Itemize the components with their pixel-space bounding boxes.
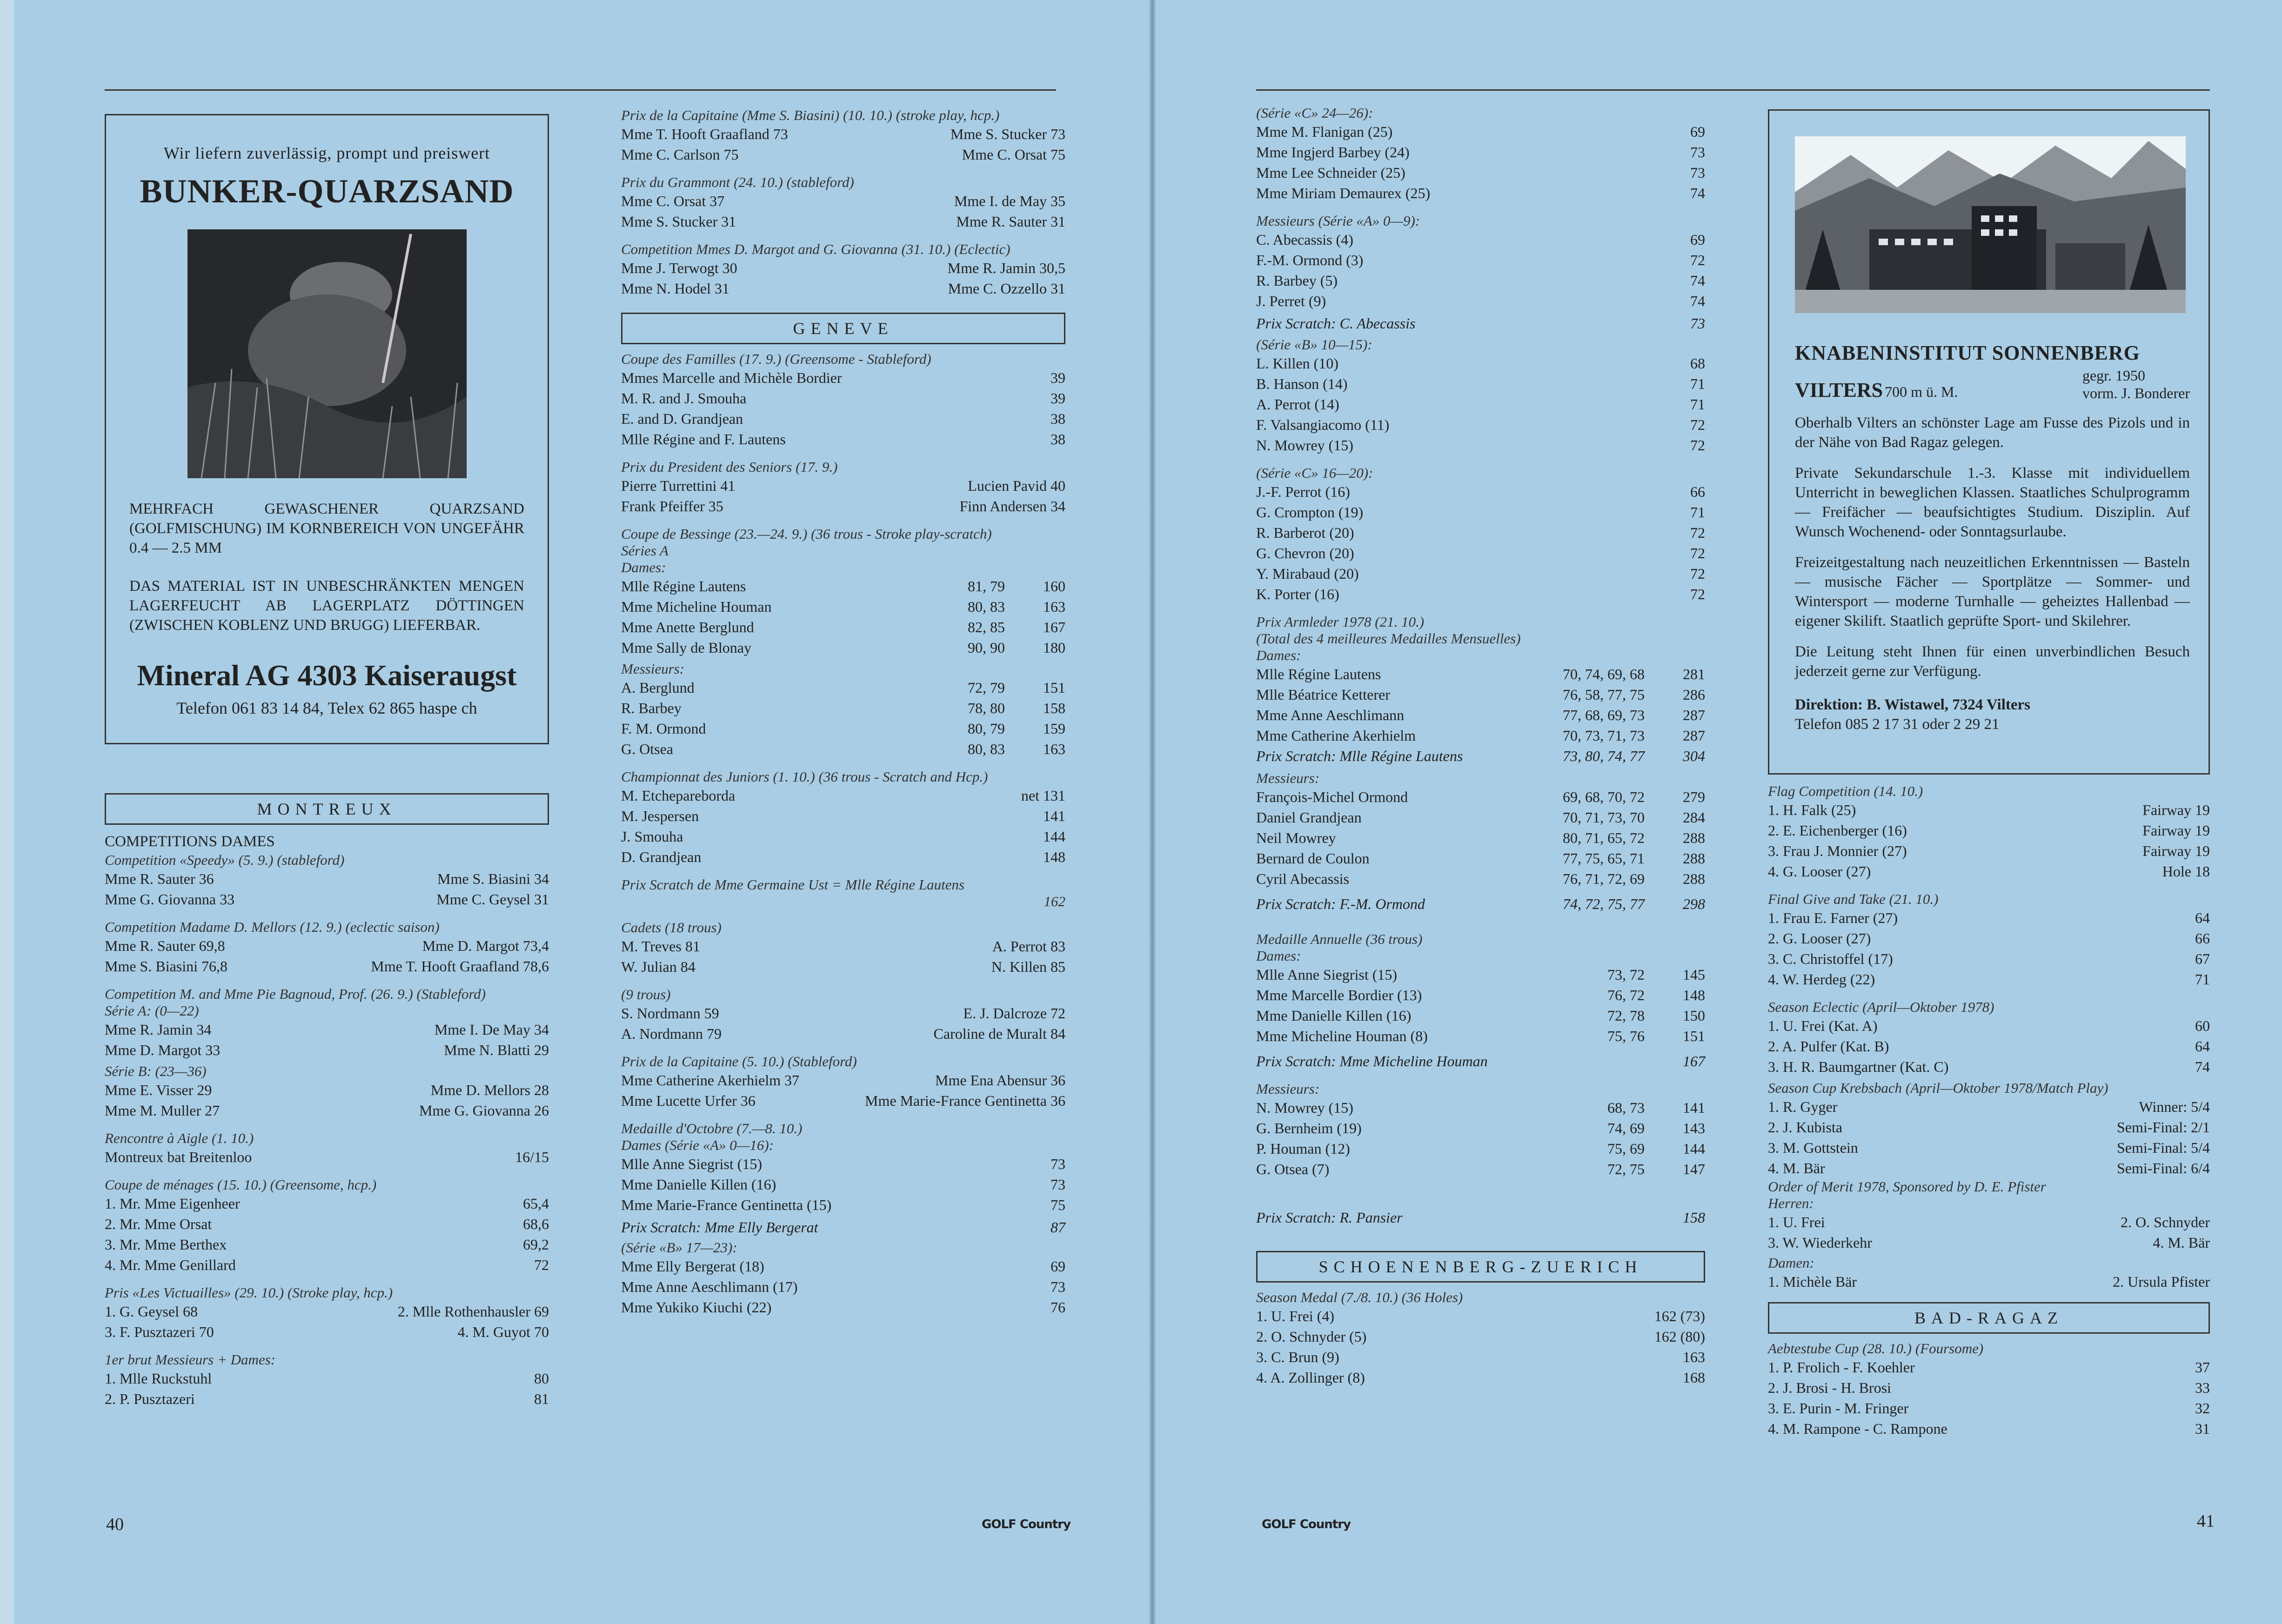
president-heading: Prix du President des Seniors (17. 9.) <box>621 459 838 475</box>
result-row: Cyril Abecassis 76, 71, 72, 69 288 <box>1256 870 1705 887</box>
result-row: Mme Elly Bergerat (18) 69 <box>621 1258 1065 1275</box>
series-a-label: Séries A <box>621 542 669 559</box>
result-row: 1. Mlle Ruckstuhl 80 <box>105 1370 549 1387</box>
armleder-dames-scratch: Prix Scratch: Mlle Régine Lautens 73, 80, 74, 77 304 <box>1256 748 1705 764</box>
result-row: Mme Miriam Demaurex (25) 74 <box>1256 185 1705 201</box>
mellors-heading: Competition Madame D. Mellors (12. 9.) (eclectic saison) <box>105 919 440 935</box>
result-row: Mme N. Hodel 31 Mme C. Ozzello 31 <box>621 280 1065 297</box>
result-row: Mlle Anne Siegrist (15) 73 <box>621 1156 1065 1172</box>
result-row: G. Bernheim (19) 74, 69 143 <box>1256 1120 1705 1136</box>
ad-headline: BUNKER-QUARZSAND <box>140 173 514 210</box>
armleder-messieurs-label: Messieurs: <box>1256 770 1320 786</box>
capitaine-heading: Prix de la Capitaine (Mme S. Biasini) (10. 10.) (stroke play, hcp.) <box>621 107 1000 123</box>
result-row: 4. Mr. Mme Genillard 72 <box>105 1256 549 1273</box>
school-founded: gegr. 1950 <box>2082 367 2146 384</box>
result-row: G. Chevron (20) 72 <box>1256 545 1705 561</box>
result-row: Mme M. Muller 27 Mme G. Giovanna 26 <box>105 1102 549 1119</box>
result-row: Mme S. Biasini 76,8 Mme T. Hooft Graafland 78,6 <box>105 958 549 975</box>
result-row: Y. Mirabaud (20) 72 <box>1256 565 1705 582</box>
result-row: Pierre Turrettini 41 Lucien Pavid 40 <box>621 477 1065 494</box>
result-row: 2. Mr. Mme Orsat 68,6 <box>105 1216 549 1232</box>
result-row: Mlle Béatrice Ketterer 76, 58, 77, 75 286 <box>1256 686 1705 703</box>
result-row: 1. U. Frei (Kat. A) 60 <box>1768 1017 2210 1034</box>
result-row: Bernard de Coulon 77, 75, 65, 71 288 <box>1256 850 1705 867</box>
bagnoud-heading: Competition M. and Mme Pie Bagnoud, Prof. (26. 9.) (Stableford) <box>105 986 486 1002</box>
result-row: Mme R. Sauter 69,8 Mme D. Margot 73,4 <box>105 937 549 954</box>
result-row: 2. G. Looser (27) 66 <box>1768 930 2210 947</box>
result-row: Mme Catherine Akerhielm 37 Mme Ena Abensur 36 <box>621 1072 1065 1089</box>
margot-heading: Competition Mmes D. Margot and G. Giovanna (31. 10.) (Eclectic) <box>621 241 1011 257</box>
result-row: 4. W. Herdeg (22) 71 <box>1768 971 2210 988</box>
golfer-illustration <box>187 229 467 478</box>
result-row: Mme G. Giovanna 33 Mme C. Geysel 31 <box>105 891 549 908</box>
result-row: Mme Danielle Killen (16) 73 <box>621 1176 1065 1193</box>
result-row: N. Mowrey (15) 68, 73 141 <box>1256 1099 1705 1116</box>
bunker-ad <box>105 114 549 744</box>
result-row: P. Houman (12) 75, 69 144 <box>1256 1140 1705 1157</box>
ust-heading: Prix Scratch de Mme Germaine Ust = Mlle Régine Lautens <box>621 876 965 893</box>
grammont-heading: Prix du Grammont (24. 10.) (stableford) <box>621 174 854 190</box>
annuelle-messieurs-label: Messieurs: <box>1256 1081 1320 1097</box>
result-row: A. Perrot (14) 71 <box>1256 396 1705 413</box>
result-row: F. Valsangiacomo (11) 72 <box>1256 416 1705 433</box>
result-row: W. Julian 84 N. Killen 85 <box>621 958 1065 975</box>
ragaz-header: BAD-RAGAZ <box>1768 1302 2210 1334</box>
result-row: N. Mowrey (15) 72 <box>1256 437 1705 454</box>
result-row: Mme J. Terwogt 30 Mme R. Jamin 30,5 <box>621 260 1065 276</box>
cadets-heading: Cadets (18 trous) <box>621 919 722 936</box>
octobre-serie-a: Dames (Série «A» 0—16): <box>621 1137 774 1153</box>
result-row: 3. H. R. Baumgartner (Kat. C) 74 <box>1768 1058 2210 1075</box>
right-column-1 <box>1256 105 1705 1388</box>
ad-contact: Telefon 061 83 14 84, Telex 62 865 haspe ch <box>176 699 477 717</box>
brut-heading: 1er brut Messieurs + Dames: <box>105 1351 276 1368</box>
ad-paragraph-2: DAS MATERIAL IST IN UNBESCHRÄNKTEN MENGEN LAGERFEUCHT AB LAGERPLATZ DÖTTINGEN (ZWISCHEN KOBLENZ UND BRUGG) LIEFERBAR. <box>129 578 524 634</box>
result-row: C. Abecassis (4) 69 <box>1256 231 1705 248</box>
result-row: A. Nordmann 79 Caroline de Muralt 84 <box>621 1025 1065 1042</box>
octobre-scratch: Prix Scratch: Mme Elly Bergerat 87 <box>621 1219 1065 1236</box>
messieurs-label: Messieurs: <box>621 661 685 677</box>
armleder-dames-label: Dames: <box>1256 647 1301 663</box>
octobre-serie-b: (Série «B» 17—23): <box>621 1239 737 1256</box>
result-row: Mme Marie-France Gentinetta (15) 75 <box>621 1196 1065 1213</box>
familles-heading: Coupe des Familles (17. 9.) (Greensome - Stableford) <box>621 351 931 367</box>
ad-paragraph-1: MEHRFACH GEWASCHENER QUARZSAND (GOLFMISCHUNG) IM KORNBEREICH VON UNGEFÄHR 0.4 — 2.5 MM <box>129 501 524 556</box>
result-row: M. Jespersen 141 <box>621 808 1065 824</box>
result-row: 3. E. Purin - M. Fringer 32 <box>1768 1400 2210 1417</box>
menages-heading: Coupe de ménages (15. 10.) (Greensome, hcp.) <box>105 1176 377 1193</box>
result-row: 1. U. Frei (4) 162 (73) <box>1256 1308 1705 1324</box>
serie-a-label: Série A: (0—22) <box>105 1002 199 1019</box>
octobre-heading: Medaille d'Octobre (7.—8. 10.) <box>621 1120 803 1136</box>
result-row: G. Otsea 80, 83 163 <box>621 741 1065 757</box>
result-row: Montreux bat Breitenloo 16/15 <box>105 1149 549 1165</box>
result-row: A. Berglund 72, 79 151 <box>621 679 1065 696</box>
school-p2: Private Sekundarschule 1.-3. Klasse mit individuellem Unterricht in beweglichen Klassen. Staatliches Schulprogramm — Freifächer — beaufsichtigtes Studium. Disziplin. Auf Wunsch Wochenend- oder Sonntagsurlaube. <box>1795 465 2190 540</box>
result-row: J.-F. Perrot (16) 66 <box>1256 483 1705 500</box>
result-row: L. Killen (10) 68 <box>1256 355 1705 372</box>
result-row: 4. G. Looser (27) Hole 18 <box>1768 863 2210 880</box>
page-number-right: 41 <box>2197 1511 2215 1531</box>
result-row: 4. M. Bär Semi-Final: 6/4 <box>1768 1160 2210 1176</box>
result-row: 1. U. Frei 2. O. Schnyder <box>1768 1214 2210 1230</box>
montreux-header: MONTREUX <box>105 793 549 825</box>
result-row: 1. Michèle Bär 2. Ursula Pfister <box>1768 1273 2210 1290</box>
geneve-header: GENEVE <box>621 313 1065 344</box>
result-row: 1. H. Falk (25) Fairway 19 <box>1768 802 2210 818</box>
result-row: Mme Marcelle Bordier (13) 76, 72 148 <box>1256 987 1705 1003</box>
result-row: Mme Ingjerd Barbey (24) 73 <box>1256 144 1705 160</box>
result-row: Mme Anne Aeschlimann (17) 73 <box>621 1278 1065 1295</box>
flag-heading: Flag Competition (14. 10.) <box>1768 783 1923 799</box>
result-row: Neil Mowrey 80, 71, 65, 72 288 <box>1256 829 1705 846</box>
annuelle-messieurs-scratch: Prix Scratch: R. Pansier 158 <box>1256 1209 1705 1226</box>
ust-score: 162 <box>1044 893 1065 909</box>
ma-scratch: Prix Scratch: C. Abecassis 73 <box>1256 315 1705 332</box>
result-row: J. Smouha 144 <box>621 828 1065 845</box>
result-row: Mme R. Jamin 34 Mme I. De May 34 <box>105 1021 549 1038</box>
result-row: 4. A. Zollinger (8) 168 <box>1256 1369 1705 1386</box>
result-row: 2. P. Pusztazeri 81 <box>105 1390 549 1407</box>
armleder-messieurs-scratch: Prix Scratch: F.-M. Ormond 74, 72, 75, 77 298 <box>1256 896 1705 912</box>
armleder-sub: (Total des 4 meilleures Medailles Mensuelles) <box>1256 630 1521 647</box>
school-p3: Freizeitgestaltung nach neuzeitlichen Erkenntnissen — Basteln — musische Fächer — Sportplätze — Sommer- und Wintersport — moderne Turnhalle — geheiztes Hallenbad — eigener Skilift. Staatlich geprüfte Sport- und Skilehrer. <box>1795 554 2190 629</box>
result-row: 3. C. Brun (9) 163 <box>1256 1349 1705 1365</box>
result-row: 2. J. Kubista Semi-Final: 2/1 <box>1768 1119 2210 1136</box>
result-row: J. Perret (9) 74 <box>1256 293 1705 309</box>
bessinge-heading: Coupe de Bessinge (23.—24. 9.) (36 trous - Stroke play-scratch) <box>621 526 992 542</box>
result-row: 2. O. Schnyder (5) 162 (80) <box>1256 1328 1705 1345</box>
school-direction: Direktion: B. Wistawel, 7324 Vilters <box>1795 696 2030 713</box>
serie-b-heading: (Série «B» 10—15): <box>1256 336 1372 353</box>
eclectic-heading: Season Eclectic (April—Oktober 1978) <box>1768 999 1994 1015</box>
result-row: Mme R. Sauter 36 Mme S. Biasini 34 <box>105 870 549 887</box>
result-row: Mme Anne Aeschlimann 77, 68, 69, 73 287 <box>1256 707 1705 723</box>
messieurs-a-heading: Messieurs (Série «A» 0—9): <box>1256 213 1420 229</box>
result-row: S. Nordmann 59 E. J. Dalcroze 72 <box>621 1005 1065 1022</box>
result-row: 3. Mr. Mme Berthex 69,2 <box>105 1236 549 1253</box>
result-row: Mmes Marcelle and Michèle Bordier 39 <box>621 369 1065 386</box>
right-column-2 <box>1768 109 2210 1439</box>
result-row: Frank Pfeiffer 35 Finn Andersen 34 <box>621 498 1065 515</box>
result-row: 1. R. Gyger Winner: 5/4 <box>1768 1098 2210 1115</box>
result-row: Mme Yukiko Kiuchi (22) 76 <box>621 1299 1065 1316</box>
serie-c-heading: (Série «C» 24—26): <box>1256 105 1373 121</box>
result-row: Mme D. Margot 33 Mme N. Blatti 29 <box>105 1042 549 1058</box>
top-rule-left <box>105 89 1056 91</box>
result-row: Mme Catherine Akerhielm 70, 73, 71, 73 287 <box>1256 727 1705 744</box>
result-row: 3. C. Christoffel (17) 67 <box>1768 950 2210 967</box>
result-row: 4. M. Rampone - C. Rampone 31 <box>1768 1420 2210 1437</box>
result-row: Mlle Anne Siegrist (15) 73, 72 145 <box>1256 966 1705 983</box>
result-row: 1. Frau E. Farner (27) 64 <box>1768 909 2210 926</box>
result-row: B. Hanson (14) 71 <box>1256 375 1705 392</box>
result-row: 2. J. Brosi - H. Brosi 33 <box>1768 1379 2210 1396</box>
result-row: 3. W. Wiederkehr 4. M. Bär <box>1768 1234 2210 1251</box>
result-row: Mme C. Orsat 37 Mme I. de May 35 <box>621 193 1065 209</box>
result-row: 1. Mr. Mme Eigenheer 65,4 <box>105 1195 549 1212</box>
result-row: Mme Micheline Houman 80, 83 163 <box>621 598 1065 615</box>
result-row: 3. Frau J. Monnier (27) Fairway 19 <box>1768 842 2210 859</box>
page-number-left: 40 <box>106 1515 124 1534</box>
result-row: M. R. and J. Smouha 39 <box>621 390 1065 407</box>
result-row: F.-M. Ormond (3) 72 <box>1256 252 1705 268</box>
magazine-logo-left: GOLF Country <box>982 1517 1071 1531</box>
serie-c2-heading: (Série «C» 16—20): <box>1256 465 1373 481</box>
result-row: F. M. Ormond 80, 79 159 <box>621 720 1065 737</box>
annuelle-dames-label: Dames: <box>1256 948 1301 964</box>
damen-label: Damen: <box>1768 1255 1814 1271</box>
magazine-logo-right: GOLF Country <box>1262 1517 1351 1531</box>
juniors-heading: Championnat des Juniors (1. 10.) (36 trous - Scratch and Hcp.) <box>621 769 988 785</box>
speedy-list <box>105 869 549 909</box>
school-title: KNABENINSTITUT SONNENBERG <box>1795 341 2140 364</box>
capitaine2-heading: Prix de la Capitaine (5. 10.) (Stableford) <box>621 1053 857 1069</box>
result-row: R. Barbey 78, 80 158 <box>621 700 1065 716</box>
result-row: G. Crompton (19) 71 <box>1256 504 1705 521</box>
merit-heading: Order of Merit 1978, Sponsored by D. E. Pfister <box>1768 1178 2046 1195</box>
ad-tagline: Wir liefern zuverlässig, prompt und preiswert <box>163 144 490 162</box>
result-row: R. Barberot (20) 72 <box>1256 524 1705 541</box>
result-row: D. Grandjean 148 <box>621 849 1065 865</box>
nine-holes-heading: (9 trous) <box>621 986 671 1002</box>
result-row: Daniel Grandjean 70, 71, 73, 70 284 <box>1256 809 1705 826</box>
result-row: Mme Danielle Killen (16) 72, 78 150 <box>1256 1007 1705 1024</box>
result-row: Mlle Régine Lautens 81, 79 160 <box>621 578 1065 595</box>
result-row: Mlle Régine and F. Lautens 38 <box>621 431 1065 448</box>
result-row: Mlle Régine Lautens 70, 74, 69, 68 281 <box>1256 666 1705 682</box>
result-row: Mme Micheline Houman (8) 75, 76 151 <box>1256 1028 1705 1044</box>
zuerich-header: SCHOENENBERG-ZUERICH <box>1256 1251 1705 1283</box>
result-row: M. Treves 81 A. Perrot 83 <box>621 938 1065 955</box>
result-row: K. Porter (16) 72 <box>1256 586 1705 602</box>
result-row: François-Michel Ormond 69, 68, 70, 72 279 <box>1256 789 1705 805</box>
book-spine <box>1149 0 1156 1624</box>
armleder-heading: Prix Armleder 1978 (21. 10.) <box>1256 614 1425 630</box>
result-row: E. and D. Grandjean 38 <box>621 410 1065 427</box>
give-heading: Final Give and Take (21. 10.) <box>1768 891 1939 907</box>
herren-label: Herren: <box>1768 1195 1814 1211</box>
aebtestube-heading: Aebtestube Cup (28. 10.) (Foursome) <box>1768 1340 1984 1357</box>
result-row: Mme Lee Schneider (25) 73 <box>1256 164 1705 181</box>
season-medal-heading: Season Medal (7./8. 10.) (36 Holes) <box>1256 1289 1463 1305</box>
dames-label: Dames: <box>621 559 666 575</box>
result-row: R. Barbey (5) 74 <box>1256 272 1705 289</box>
left-column-1 <box>105 114 549 1409</box>
school-founder: vorm. J. Bonderer <box>2082 385 2190 401</box>
school-altitude: 700 m ü. M. <box>1885 383 1958 400</box>
annuelle-heading: Medaille Annuelle (36 trous) <box>1256 931 1423 947</box>
result-row: Mme Lucette Urfer 36 Mme Marie-France Gentinetta 36 <box>621 1092 1065 1109</box>
result-row: 1. G. Geysel 68 2. Mlle Rothenhausler 69 <box>105 1303 549 1320</box>
result-row: Mme E. Visser 29 Mme D. Mellors 28 <box>105 1082 549 1098</box>
result-row: Mme C. Carlson 75 Mme C. Orsat 75 <box>621 146 1065 163</box>
result-row: Mme M. Flanigan (25) 69 <box>1256 123 1705 140</box>
top-rule-right <box>1256 89 2210 91</box>
result-row: 1. P. Frolich - F. Koehler 37 <box>1768 1359 2210 1376</box>
ad-company: Mineral AG 4303 Kaiseraugst <box>137 659 517 692</box>
montreux-sub: COMPETITIONS DAMES <box>105 833 275 850</box>
school-ad <box>1768 109 2210 775</box>
school-p4: Die Leitung steht Ihnen für einen unverbindlichen Besuch jederzeit gerne zur Verfügung. <box>1795 643 2190 680</box>
result-row: Mme Anette Berglund 82, 85 167 <box>621 619 1065 635</box>
result-row: Mme S. Stucker 31 Mme R. Sauter 31 <box>621 213 1065 230</box>
krebsbach-heading: Season Cup Krebsbach (April—Oktober 1978/Match Play) <box>1768 1080 2108 1096</box>
annuelle-dames-scratch: Prix Scratch: Mme Micheline Houman 167 <box>1256 1053 1705 1069</box>
result-row: 3. M. Gottstein Semi-Final: 5/4 <box>1768 1139 2210 1156</box>
school-phone: Telefon 085 2 17 31 oder 2 29 21 <box>1795 716 2000 733</box>
golfer-bunker-photo <box>187 229 467 478</box>
victuailles-heading: Pris «Les Victuailles» (29. 10.) (Stroke play, hcp.) <box>105 1284 393 1301</box>
mountain-building-drawing <box>1795 136 2186 313</box>
school-illustration <box>1795 136 2186 313</box>
aigle-heading: Rencontre à Aigle (1. 10.) <box>105 1130 254 1146</box>
result-row: 3. F. Pusztazeri 70 4. M. Guyot 70 <box>105 1323 549 1340</box>
left-column-2 <box>621 107 1065 1317</box>
school-subtitle <box>1795 367 2190 402</box>
result-row: Mme Sally de Blonay 90, 90 180 <box>621 639 1065 656</box>
serie-b-label: Série B: (23—36) <box>105 1063 207 1079</box>
school-location: VILTERS <box>1795 379 1883 401</box>
speedy-heading: Competition «Speedy» (5. 9.) (stableford) <box>105 852 345 868</box>
result-row: G. Otsea (7) 72, 75 147 <box>1256 1161 1705 1177</box>
result-row: Mme T. Hooft Graafland 73 Mme S. Stucker 73 <box>621 126 1065 142</box>
school-p1: Oberhalb Vilters an schönster Lage am Fusse des Pizols und in der Nähe von Bad Ragaz gelegen. <box>1795 414 2190 451</box>
result-row: 2. A. Pulfer (Kat. B) 64 <box>1768 1038 2210 1055</box>
page-edge <box>0 0 14 1624</box>
result-row: 2. E. Eichenberger (16) Fairway 19 <box>1768 822 2210 839</box>
result-row: M. Etchepareborda net 131 <box>621 787 1065 804</box>
